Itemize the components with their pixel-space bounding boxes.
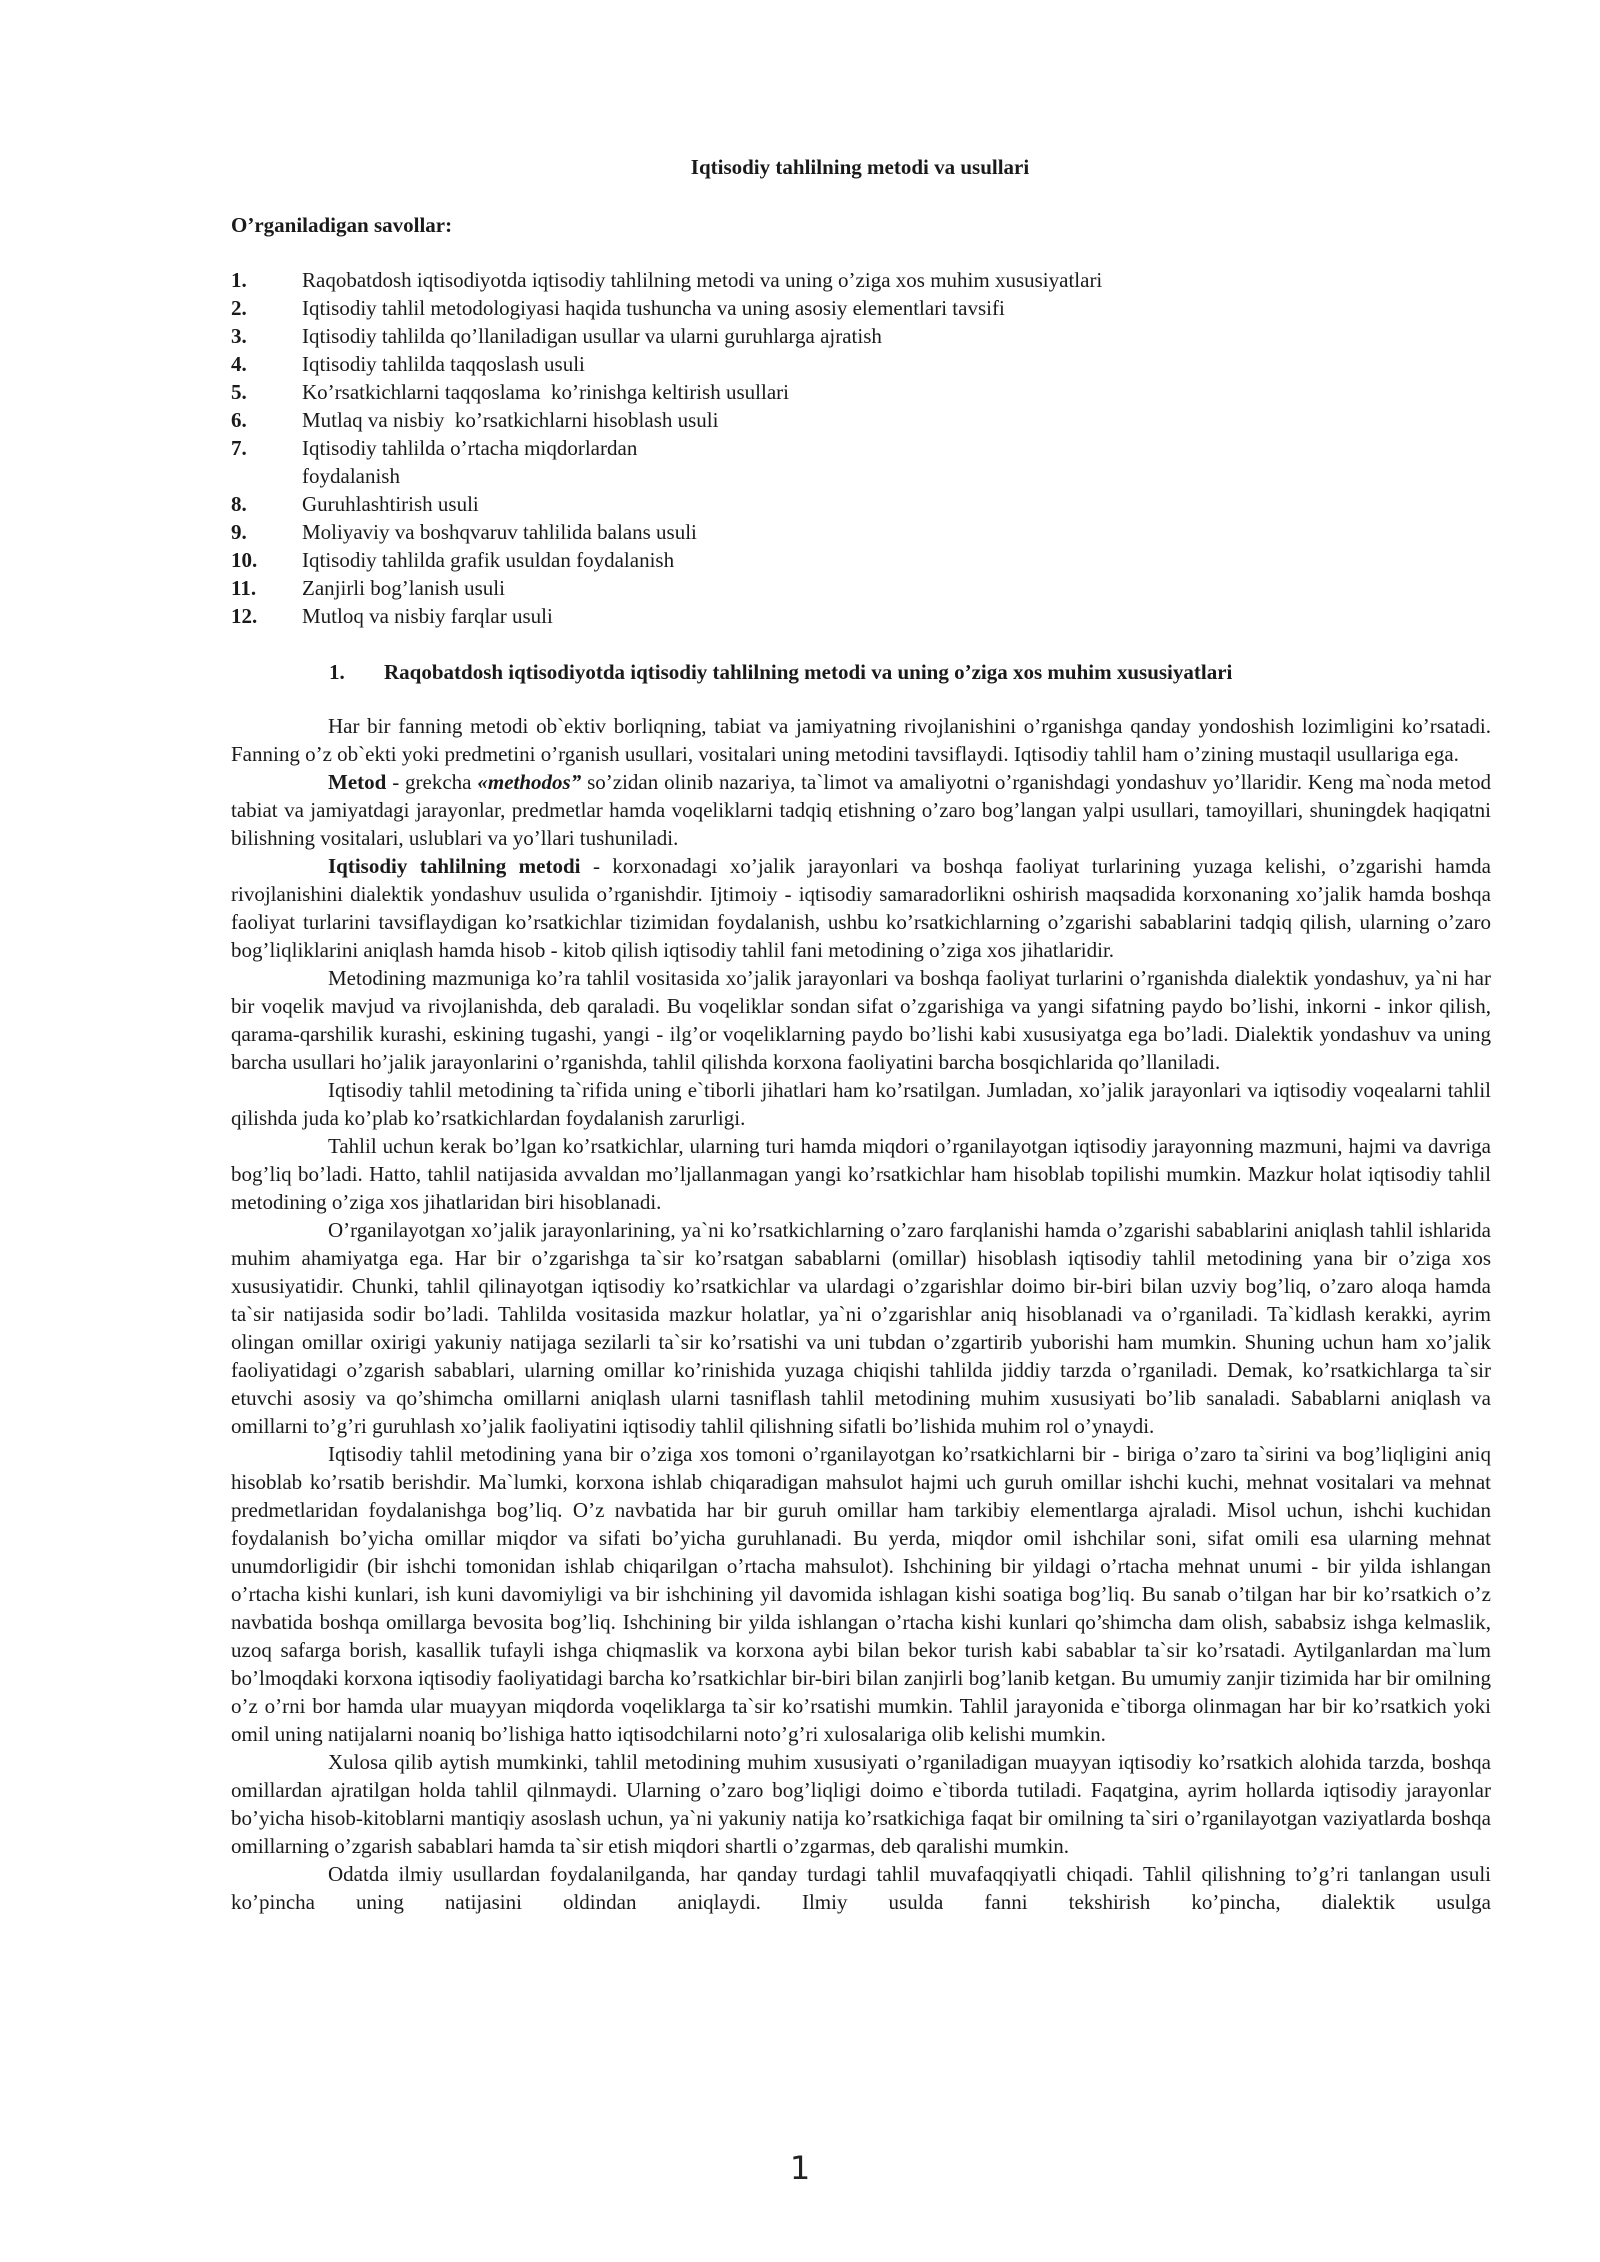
list-item-number: 7. — [231, 436, 247, 460]
list-item-text: Guruhlashtirish usuli — [302, 492, 479, 516]
list-item-number: 6. — [231, 408, 247, 432]
list-item — [231, 546, 1391, 574]
list-item — [231, 294, 1391, 322]
list-item-text: Zanjirli bog’lanish usuli — [302, 576, 505, 600]
list-item — [231, 518, 1391, 546]
list-item-text: Mutloq va nisbiy farqlar usuli — [302, 604, 553, 628]
paragraph: Tahlil uchun kerak bo’lgan ko’rsatkichlar, ularning turi hamda miqdori o’rganilayotgan iqtisodiy jarayonning mazmuni, hajmi va davriga bog’liq bo’ladi. Hatto, tahlil natijasida avvaldan mo’ljallanmagan yangi ko’rsatkichlar ham hisoblab topilishi mumkin. Mazkur holat iqtisodiy tahlil metodining o’ziga xos jihatlaridan biri hisoblanadi. — [231, 1134, 1491, 1214]
body-text — [231, 712, 1491, 1916]
term-methodos: «methodos” — [477, 770, 582, 794]
paragraph-text: - korxonadagi xo’jalik jarayonlari va boshqa faoliyat turlarining yuzaga kelishi, o’zgarishi hamda rivojlanishini dialektik yondashuv usulida o’rganishdir. Ijtimoiy - iqtisodiy samaradorlikni oshirish maqsadida korxonaning xo’jalik hamda boshqa faoliyat turlarini tavsiflaydigan ko’rsatkichlar tizimidan foydalanish, ushbu ko’rsatkichlarning o’zgarishi sabablarini tadqiq qilish, ularning o’zaro bog’liqliklarini aniqlash hamda hisob - kitob qilish iqtisodiy tahlil fani metodining o’ziga xos jihatlaridir. — [231, 854, 1491, 962]
paragraph: Metodining mazmuniga ko’ra tahlil vositasida xo’jalik jarayonlari va boshqa faoliyat turlarini o’rganishda dialektik yondashuv, ya`ni har bir voqelik mavjud va rivojlanishda, deb qaraladi. Bu voqeliklar sondan sifat o’zgarishiga va yangi sifatning paydo bo’lishi, inkorni - inkor qilish, qarama-qarshilik kurashi, eskining tugashi, yangi - ilg’or voqeliklarning paydo bo’lishi kabi xususiyatga ega bo’ladi. Dialektik yondashuv va uning barcha usullari ho’jalik jarayonlarini o’rganishda, tahlil qilishda korxona faoliyatini barcha bosqichlarida qo’llaniladi. — [231, 966, 1491, 1074]
paragraph — [231, 768, 1491, 852]
list-item-text: Raqobatdosh iqtisodiyotda iqtisodiy tahlilning metodi va uning o’ziga xos muhim xususiyatlari — [302, 268, 1103, 292]
list-item — [231, 350, 1391, 378]
paragraph: Har bir fanning metodi ob`ektiv borliqning, tabiat va jamiyatning rivojlanishini o’rganishga qanday yondoshish lozimligini ko’rsatadi. Fanning o’z ob`ekti yoki predmetini o’rganish usullari, vositalari uning metodini tavsiflaydi. Iqtisodiy tahlil ham o’zining mustaqil usullariga ega. — [231, 714, 1491, 766]
list-item-text: Iqtisodiy tahlilda qo’llaniladigan usullar va ularni guruhlarga ajratish — [302, 324, 882, 348]
list-item — [231, 322, 1391, 350]
paragraph-text: - grekcha — [386, 770, 478, 794]
section-heading — [329, 658, 1232, 686]
document-title: Iqtisodiy tahlilning metodi va usullari — [690, 155, 1030, 179]
paragraph: O’rganilayotgan xo’jalik jarayonlarining, ya`ni ko’rsatkichlarning o’zaro farqlanishi hamda o’zgarishi sabablarini aniqlash tahlil ishlarida muhim ahamiyatga ega. Har bir o’zgarishga ta`sir ko’rsatgan sabablarni (omillar) hisoblash iqtisodiy tahlil metodining yana bir o’ziga xos xususiyatidir. Chunki, tahlil qilinayotgan iqtisodiy ko’rsatkichlar va ulardagi o’zgarishlar doimo bir-biri bilan uzviy bog’liq, o’zaro aloqa hamda ta`sir natijasida sodir bo’ladi. Tahlilda vositasida mazkur holatlar, ya`ni o’zgarishlar aniq hisoblanadi va o’rganiladi. Ta`kidlash kerakki, ayrim olingan omillar oxirigi yakuniy natijaga sezilarli ta`sir ko’rsatishi va uni tubdan o’zgartirib yuborishi ham mumkin. Shuning uchun ham xo’jalik faoliyatidagi o’zgarish sabablari, ularning omillar ko’rinishida yuzaga chiqishi tahlilda jiddiy tarzda o’rganiladi. Demak, ko’rsatkichlarga ta`sir etuvchi asosiy va qo’shimcha omillarni aniqlash ularni tasniflash tahlil metodining muhim xususiyati bo’lib sanaladi. Sabablarni aniqlash va omillarni to’g’ri guruhlash xo’jalik faoliyatini iqtisodiy tahlil qilishning sifatli bo’lishida muhim rol o’ynaydi. — [231, 1218, 1491, 1438]
list-item — [231, 574, 1391, 602]
section-number: 1. — [329, 660, 345, 684]
list-item-number: 3. — [231, 324, 247, 348]
list-item-number: 8. — [231, 492, 247, 516]
list-item-number: 11. — [231, 576, 257, 600]
term-iqtisodiy-tahlil-metodi: Iqtisodiy tahlilning metodi — [328, 854, 581, 878]
list-item — [231, 434, 1391, 490]
list-item-number: 1. — [231, 268, 247, 292]
questions-list — [231, 266, 1391, 630]
section-title: Raqobatdosh iqtisodiyotda iqtisodiy tahlilning metodi va uning o’ziga xos muhim xususiyatlari — [384, 660, 1233, 684]
list-item — [231, 378, 1391, 406]
list-item — [231, 490, 1391, 518]
list-item — [231, 406, 1391, 434]
paragraph-text: so’zidan olinib nazariya, ta`limot va amaliyotni o’rganishdagi yondashuv yo’llaridir. Keng ma`noda metod tabiat va jamiyatdagi jarayonlar, predmetlar hamda voqeliklarni tadqiq etishning o’zaro bog’langan yalpi usullari, tamoyillari, shuningdek haqiqatni bilishning vositalari, uslublari va yo’llari tushuniladi. — [231, 770, 1491, 850]
list-item-text: Mutlaq va nisbiy ko’rsatkichlarni hisoblash usuli — [302, 408, 719, 432]
paragraph: Odatda ilmiy usullardan foydalanilganda, har qanday turdagi tahlil muvafaqqiyatli chiqadi. Tahlil qilishning to’g’ri tanlangan usuli ko’pincha uning natijasini oldindan aniqlaydi. Ilmiy usulda fanni tekshirish ko’pincha, dialektik usulga — [231, 1862, 1491, 1914]
list-item-text: Iqtisodiy tahlilda grafik usuldan foydalanish — [302, 548, 675, 572]
questions-heading: O’rganiladigan savollar: — [231, 213, 453, 237]
paragraph: Iqtisodiy tahlil metodining yana bir o’ziga xos tomoni o’rganilayotgan ko’rsatkichlarni bir - biriga o’zaro ta`sirini va bog’liqligini aniq hisoblab ko’rsatib berishdir. Ma`lumki, korxona ishlab chiqaradigan mahsulot hajmi uch guruh omillar ishchi kuchi, mehnat vositalari va mehnat predmetlaridan foydalanishga bog’liq. O’z navbatida har bir guruh omillar ham tarkibiy elementlarga ajraladi. Misol uchun, ishchi kuchidan foydalanish bo’yicha omillar miqdor va sifati bo’yicha guruhlanadi. Bu yerda, miqdor omil ishchilar soni, sifat omili esa ularning mehnat unumdorligidir (bir ishchi tomonidan ishlab chiqarilgan o’rtacha mahsulot). Ishchining bir yildagi o’rtacha mehnat unumi - bir yilda ishlangan o’rtacha kishi kunlari, ish kuni davomiyligi va bir ishchining yil davomida ishlagan kishi soatiga bog’liq. Bu sanab o’tilgan har bir ko’rsatkich o’z navbatida boshqa omillarga bevosita bog’liq. Ishchining bir yilda ishlangan o’rtacha kishi kunlari qo’shimcha dam olish, sababsiz ishga kelmaslik, uzoq safarga borish, kasallik tufayli ishga chiqmaslik va korxona aybi bilan bekor turish kabi sabablar ta`sir ko’rsatadi. Aytilganlardan ma`lum bo’lmoqdaki korxona iqtisodiy faoliyatidagi barcha ko’rsatkichlar bir-biri bilan zanjirli bog’lanib ketgan. Bu umumiy zanjir tizimida har bir omilning o’z o’rni bor hamda ular muayyan miqdorda voqeliklarga ta`sir ko’rsatishi mumkin. Tahlil jarayonida e`tiborga olinmagan har bir ko’rsatkich yoki omil uning natijalarni noaniq bo’lishiga hatto iqtisodchilarni noto’g’ri xulosalariga olib kelishi mumkin. — [231, 1442, 1491, 1746]
paragraph: Xulosa qilib aytish mumkinki, tahlil metodining muhim xususiyati o’rganiladigan muayyan iqtisodiy ko’rsatkich alohida tarzda, boshqa omillardan ajratilgan holda tahlil qilnmaydi. Ularning o’zaro bog’liqligi doimo e`tiborda tutiladi. Faqatgina, ayrim hollarda iqtisodiy jarayonlar bo’yicha hisob-kitoblarni mantiqiy asoslash uchun, ya`ni yakuniy natija ko’rsatkichiga faqat bir omilning ta`siri o’rganilayotgan vaziyatlarda boshqa omillarning o’zgarish sabablari hamda ta`sir etish miqdori shartli o’zgarmas, deb qaralishi mumkin. — [231, 1750, 1491, 1858]
list-item-number: 5. — [231, 380, 247, 404]
list-item-text: Ko’rsatkichlarni taqqoslama ko’rinishga keltirish usullari — [302, 380, 789, 404]
list-item-number: 12. — [231, 604, 258, 628]
list-item-number: 9. — [231, 520, 247, 544]
list-item — [231, 602, 1391, 630]
list-item-number: 2. — [231, 296, 247, 320]
page-number: 1 — [789, 2149, 811, 2187]
list-item — [231, 266, 1391, 294]
paragraph — [231, 852, 1491, 964]
list-item-text: Iqtisodiy tahlilda o’rtacha miqdorlardan foydalanish — [302, 436, 638, 488]
list-item-text: Moliyaviy va boshqvaruv tahlilida balans usuli — [302, 520, 697, 544]
list-item-number: 10. — [231, 548, 258, 572]
term-metod: Metod — [328, 770, 387, 794]
paragraph: Iqtisodiy tahlil metodining ta`rifida uning e`tiborli jihatlari ham ko’rsatilgan. Jumladan, xo’jalik jarayonlari va iqtisodiy voqealarni tahlil qilishda juda ko’plab ko’rsatkichlardan foydalanish zarurligi. — [231, 1078, 1491, 1130]
list-item-number: 4. — [231, 352, 247, 376]
list-item-text: Iqtisodiy tahlilda taqqoslash usuli — [302, 352, 585, 376]
list-item-text: Iqtisodiy tahlil metodologiyasi haqida tushuncha va uning asosiy elementlari tavsifi — [302, 296, 1005, 320]
